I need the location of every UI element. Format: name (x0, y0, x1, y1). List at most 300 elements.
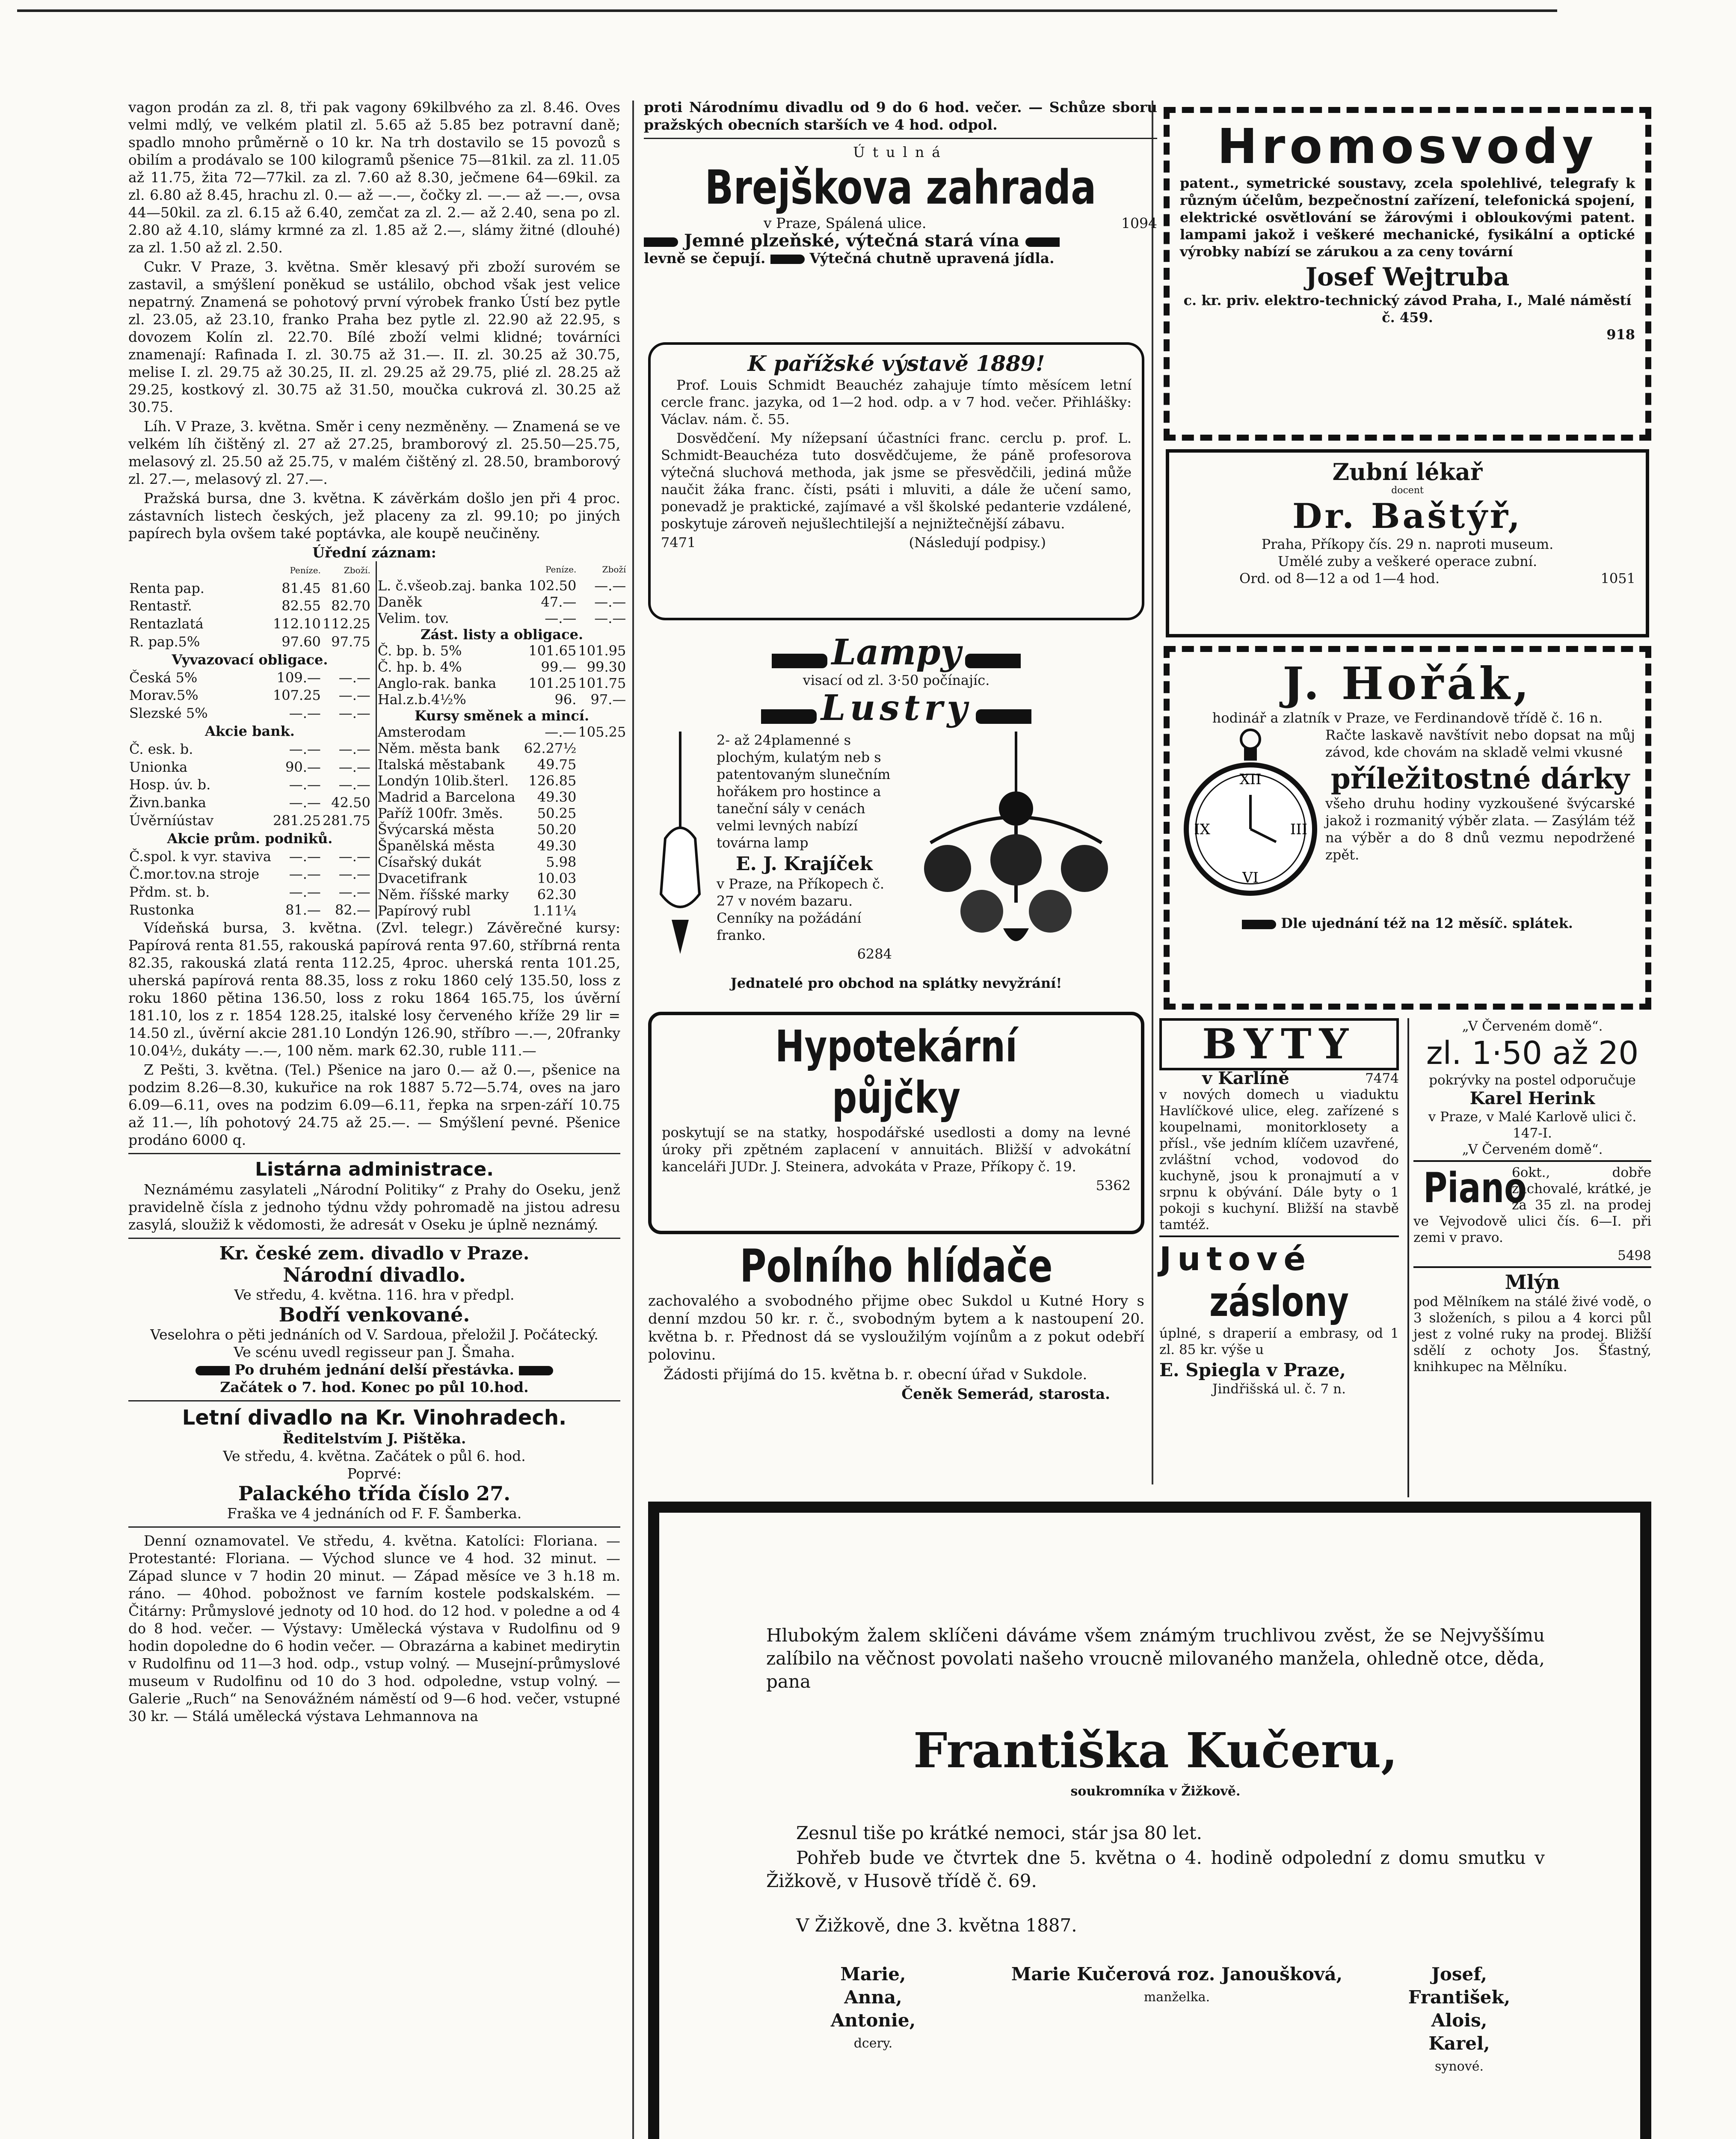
flats-text: v nových domech u viaduktu Havlíčkové ulice, eleg. zařízené s koupelnami, monitorklosety a přísl., vše jedním klíčem uzavřené, zvláštní vchod, vodovod do kuchyně, jsou k pronajmutí a v srpnu k obývání. Dále byty o 1 pokoji s kuchyní. Bližší na stavbě tamtéž. (1159, 1087, 1399, 1232)
quote-row (128, 812, 371, 830)
quote-value: 49.30 (537, 789, 577, 805)
quote-value: —.— (338, 758, 370, 775)
quote-value: 90.— (285, 758, 321, 775)
garden-address: v Praze, Spálená ulice. (764, 215, 927, 231)
garden-line1 (644, 232, 1157, 249)
quote-value: 96. (554, 691, 577, 708)
quote-label: Č. bp. b. 5% (377, 643, 462, 659)
quote-value: 47.— (541, 594, 577, 610)
quote-value: 62.27½ (524, 740, 577, 756)
quote-row (128, 847, 371, 865)
quote-label: Morav.5% (129, 687, 198, 704)
quote-label: Hal.z.b.4½% (377, 691, 466, 708)
flats-number: 7474 (1365, 1071, 1399, 1086)
quote-label: Úvěrníústav (129, 812, 214, 829)
pest-text: Z Pešti, 3. května. (Tel.) Pšenice na jaro 0.— až 0.—, pšenice na podzim 8.26—8.30, kukuřice na rok 1887 5.72—5.74, oves na jaro 6.09—6.11, oves na podzim 6.09—6.11, řepka na srpen-září 10.75 až 11.—, líh pohotový 24.75 až 25.—. — Smýšlení pevné. Pšenice prodáno 6000 q. (128, 1061, 620, 1148)
paris-text: Prof. Louis Schmidt Beauchéz zahajuje tímto měsícem letní cercle franc. jazyka, od 1—2 hod. odp. a v 7 hod. večer. Přihlášky: Václav. nám. č. 55. (661, 377, 1132, 427)
right-small-ads (1407, 1018, 1651, 1497)
quote-label: Amsterodam (377, 724, 466, 740)
watchmaker-installments: Dle ujednání též na 12 měsíč. splátek. (1281, 915, 1573, 931)
quote-row (128, 830, 371, 847)
svg-text:XII: XII (1239, 771, 1262, 788)
quote-value: —.— (338, 848, 370, 865)
quote-label: Č. hp. b. 4% (377, 659, 462, 675)
obituary-intro: Hlubokým žalem sklíčeni dáváme všem známým truchlivou zvěst, že se Nejvyššímu zalíbilo na věčnost povolati našeho vroucně milovaného manžela, ohledně otce, děda, pana (766, 1625, 1545, 1692)
quote-value: —.— (594, 610, 626, 626)
loans-text: poskytují se na statky, hospodářské usedlosti a domy na levné úroky při zpětném zaplacení v annuitách. Bližší v advokátní kanceláři JUDr. J. Steinera, advokáta v Praze, Příkopy č. 19. (662, 1124, 1131, 1175)
quote-value: 112.25 (322, 616, 370, 632)
quote-value: —.— (338, 741, 370, 757)
red-house-q1: „V Červeném domě“. (1462, 1019, 1603, 1034)
quote-row (128, 722, 371, 740)
quote-row (376, 870, 627, 886)
quote-label: Č.mor.tov.na stroje (129, 866, 260, 883)
divider (128, 1238, 620, 1239)
guard-title: Polního hlídače (740, 1240, 1053, 1292)
quote-value: 62.30 (537, 886, 577, 903)
watchmaker-footer (1180, 915, 1635, 932)
obituary-date: V Žižkově, dne 3. května 1887. (796, 1915, 1077, 1936)
quote-value (577, 903, 627, 919)
watchmaker-gifts: příležitostné dárky (1330, 762, 1630, 795)
quote-label: Slezské 5% (129, 705, 208, 722)
quote-row (128, 794, 371, 812)
guard-text: zachovalého a svobodného přijme obec Sukdol u Kutné Hory s denní mzdou 50 kr. r. č., svobodným bytem a k nastoupení 20. května b. r. Přednost dá se vysloužilým vojínům a z pokut odebří polovinu. (648, 1292, 1144, 1363)
lamps-ad (648, 633, 1144, 1005)
daughter-name: Marie, (840, 1964, 906, 1985)
quote-row (376, 610, 627, 626)
quote-label: Hosp. úv. b. (129, 776, 211, 793)
quote-value: 101.75 (578, 675, 626, 691)
paris-footer (661, 534, 1132, 551)
official-record-heading: Úřední záznam: (312, 544, 436, 561)
quote-label: Londýn 10lib.šterl. (377, 773, 509, 789)
quote-label: Císařský dukát (377, 854, 481, 870)
column-market-reports (128, 98, 626, 2139)
quote-value: —.— (338, 669, 370, 686)
daughter-name: Antonie, (830, 2010, 916, 2031)
lightning-title: Hromosvody (1217, 119, 1598, 175)
divider (1413, 1266, 1651, 1268)
dentist-number: 1051 (1600, 570, 1635, 587)
watchmaker-invite: Račte laskavě navštívit nebo dopsat na můj závod, kde chovám na skladě velmi vkusné (1325, 727, 1635, 760)
quote-value (577, 789, 627, 805)
summer-date: Ve středu, 4. května. Začátek o půl 6. hod. (223, 1448, 526, 1464)
dentist-hours: Ord. od 8—12 a od 1—4 hod. (1239, 570, 1440, 587)
lightning-firm: Josef Wejtruba (1305, 262, 1510, 291)
quote-value: 112.10 (273, 616, 321, 632)
chandelier-icon (896, 732, 1136, 971)
dentist-hours-row (1179, 570, 1635, 587)
quote-value: 101.25 (528, 675, 577, 691)
flats-ad (1159, 1018, 1399, 1497)
obituary-funeral: Pohřeb bude ve čtvrtek dne 5. května o 4. hodině odpolední z domu smutku v Žižkově, v Husově třídě č. 69. (766, 1847, 1545, 1891)
paris-testimony: Dosvědčení. My nížepsaní účastníci franc. cerclu p. prof. L. Schmidt-Beauchéza tuto dosvědčujeme, že páně profesorova výtečná sluchová methoda, jak jsme se přesvědčili, jediná může naučit žáka franc. čísti, psáti i mluviti, a dále že učení samo, ponevadž je praktické, zajímavé a všl školské pedanterie vzdálené, poskytuje zároveň nejušlechtilejší a nejnižtečnější zábavu. (661, 430, 1132, 532)
son-name: Alois, (1431, 2010, 1487, 2031)
quote-value: —.— (289, 705, 321, 722)
quote-label: Rentastř. (129, 598, 192, 614)
quotes-tables (128, 561, 626, 919)
quotes-table-right (376, 561, 627, 919)
lustry-row (648, 689, 1144, 727)
quote-value: 97.60 (281, 634, 321, 650)
quote-row (128, 758, 371, 776)
widow-label: manželka. (1144, 1990, 1210, 2005)
garden-title: Brejškova zahrada (705, 160, 1096, 215)
quote-section-heading: Akcie prům. podniků. (167, 830, 333, 847)
field-guard-ad (648, 1241, 1144, 1506)
paris-number: 7471 (661, 534, 696, 551)
blankets-text: pokrývky na postel odporučuje (1429, 1072, 1636, 1088)
piano-ad (1413, 1164, 1651, 1246)
summer-director: Ředitelstvím J. Pištěka. (282, 1430, 466, 1447)
theatre-play: Bodří venkované. (278, 1303, 470, 1326)
piano-text: 6okt., dobře zachovalé, krátké, je za 35 zl. na prodej ve Vejvodově ulici čís. 6—I. při zemi v pravo. (1413, 1165, 1651, 1245)
quote-value: —.— (289, 884, 321, 901)
quote-value: 50.25 (537, 805, 577, 821)
lightning-number: 918 (1606, 326, 1635, 343)
theatre-date: Ve středu, 4. května. 116. hra v předpl. (234, 1286, 515, 1303)
theatre-heading: Kr. české zem. divadlo v Praze. (219, 1243, 530, 1264)
watchmaker-address: hodinář a zlatník v Praze, ve Ferdinandově třídě č. 16 n. (1212, 710, 1603, 726)
quote-row (376, 594, 627, 610)
piano-title: Piano (1423, 1164, 1527, 1212)
summer-desc: Fraška ve 4 jednáních od F. F. Šamberka. (227, 1505, 522, 1522)
quote-label: Rentazlatá (129, 616, 204, 632)
quote-label: Dvacetifrank (377, 870, 467, 886)
lamps-body (648, 732, 1144, 971)
mill-title: Mlýn (1505, 1271, 1560, 1294)
hdr-money: Peníze. (290, 565, 321, 575)
market-text-spirit: Líh. V Praze, 3. května. Směr i ceny nezměněny. — Znamená se ve velkém líh čištěný zl. 27 až 27.25, bramborový zl. 25.50—25.75, melasový zl. 25.50 až 25.75, v malém čištěný zl. 28.50, bramborový zl. 27.—, melasový zl. 27.—. (128, 418, 620, 487)
obituary-sons (1374, 1963, 1545, 2078)
quote-value: 49.30 (537, 838, 577, 854)
svg-text:IX: IX (1194, 821, 1210, 838)
quote-value: 81.60 (331, 580, 370, 596)
widow-name: Marie Kučerová roz. Janoušková, (1011, 1964, 1343, 1985)
quote-row (376, 886, 627, 903)
quote-label: Živn.banka (129, 794, 206, 811)
quote-label: Španělská města (377, 838, 495, 854)
quote-section-heading: Akcie bank. (205, 723, 295, 740)
quote-row (376, 675, 627, 691)
dentist-title: Zubní lékař (1332, 458, 1483, 486)
quote-row (376, 659, 627, 675)
theatre-times: Začátek o 7. hod. Konec po půl 10.hod. (220, 1379, 529, 1395)
quote-value (577, 870, 627, 886)
quote-row (376, 903, 627, 919)
quote-label: Švýcarská města (377, 821, 495, 838)
blankets-price: zl. 1·50 až 20 (1426, 1035, 1639, 1072)
quote-value: 49.75 (537, 756, 577, 773)
quote-value: 105.25 (578, 724, 626, 740)
pointing-hand-icon (1242, 920, 1276, 929)
quote-value: 42.50 (331, 794, 370, 811)
divider (1413, 1160, 1651, 1162)
quote-label: Renta pap. (129, 580, 204, 596)
quote-value: 1.11¼ (533, 903, 577, 919)
pointing-hand-icon (770, 255, 805, 264)
quote-value: —.— (289, 866, 321, 883)
quote-value: —.— (289, 776, 321, 793)
mortgage-loans-ad (648, 1012, 1144, 1234)
quote-row (376, 724, 627, 740)
flats-title: BYTY (1202, 1020, 1356, 1068)
quote-row (376, 691, 627, 708)
quote-value: 82.— (335, 902, 370, 918)
paris-signatures: (Následují podpisy.) (909, 534, 1046, 551)
red-house-q2: „V Červeném domě“. (1462, 1142, 1603, 1157)
quote-value: 126.85 (528, 773, 577, 789)
lamps-text: 2- až 24plamenné s plochým, kulatým neb s patentovaným slunečním hořákem pro hostince a taneční sály v cenách velmi levných nabízí továrna lamp (717, 732, 891, 851)
loans-title: Hypotekární půjčky (775, 1021, 1017, 1123)
quote-value: —.— (289, 794, 321, 811)
quote-label: Madrid a Barcelona (377, 789, 515, 805)
obituary-name: Františka Kučeru, (913, 1723, 1398, 1779)
column-rule (632, 101, 634, 2139)
theatre-director: Ve scénu uvedl regisseur pan J. Šmaha. (234, 1344, 515, 1360)
quote-label: R. pap.5% (129, 634, 200, 650)
flats-location: v Karlíně (1202, 1068, 1289, 1088)
quote-value: 99.30 (587, 659, 626, 675)
quote-row (128, 651, 371, 669)
lamps-number: 6284 (857, 946, 892, 962)
quote-value: 97.75 (331, 634, 370, 650)
jute-sub: záslony (1209, 1278, 1349, 1326)
quote-row (128, 883, 371, 901)
blankets-seller: Karel Herink (1469, 1088, 1595, 1108)
quote-value (577, 773, 627, 789)
quote-row (376, 578, 627, 594)
quote-value: 281.75 (322, 812, 370, 829)
garden-food: Výtečná chutně upravená jídla. (809, 250, 1055, 267)
svg-text:III: III (1290, 821, 1308, 838)
quote-value (577, 821, 627, 838)
watchmaker-body (1180, 726, 1635, 915)
quote-value: 101.65 (528, 643, 577, 659)
lamps-text-block (712, 732, 896, 971)
watchmaker-title: J. Hořák, (1283, 657, 1532, 710)
summer-play: Palackého třída číslo 27. (238, 1482, 511, 1505)
quote-label: Něm. říšské marky (377, 886, 509, 903)
dentist-name: Dr. Baštýř, (1292, 496, 1523, 536)
quote-row (128, 687, 371, 705)
dentist-address: Praha, Příkopy čís. 29 n. naproti museum. (1261, 536, 1554, 552)
quote-value (577, 805, 627, 821)
quote-label: Č. esk. b. (129, 741, 193, 757)
quotes-table-left (128, 561, 371, 919)
quote-row (128, 669, 371, 687)
market-text-grain: vagon prodán za zl. 8, tři pak vagony 69kilbvého za zl. 8.46. Oves velmi mdlý, ve velkém platil zl. 5.65 až 5.85 bez potravní daně; spadlo mnoho průměrně o 10 kr. Na trh dostavilo se 15 povozů s obilím a prodávalo se 100 kilogramů pšenice 75—81kil. za zl. 11.05 až 11.75, žita 72—77kil. za zl. 7.60 až 8.30, ječmene 64—69kil. za zl. 6.80 až 8.45, hrachu zl. 0.— až —.—, čočky zl. —.— až —.—, ovsa 44—50kil. za zl. 6.15 až 6.40, zemčat za zl. 2.— až 2.40, sena po zl. 2.80 až 4.10, slámy krmné za zl. 1.85 až 2.—, slámy žitné (dlouhé) za zl. 1.50 až zl. 2.50. (128, 99, 620, 256)
sons-label: synové. (1435, 2059, 1484, 2074)
garden-number: 1094 (1121, 215, 1157, 231)
quote-value: 50.20 (537, 821, 577, 838)
paris-exhibition-ad (648, 342, 1144, 620)
hdr-goods-2: Zboží (602, 564, 626, 575)
quote-row (376, 838, 627, 854)
quote-row (128, 901, 371, 919)
quote-row (128, 740, 371, 758)
loans-number: 5362 (1096, 1177, 1131, 1194)
market-text-prague-bourse: Pražská bursa, dne 3. května. K závěrkám došlo jen při 4 proc. zástavních listech českých, jež placeny za zl. 99.10; po jiných papírech byla ovšem také poptávka, ale koupě neučiněny. (128, 490, 620, 542)
quote-label: Přdm. st. b. (129, 884, 210, 901)
obituary-daughters (766, 1963, 980, 2078)
son-name: František, (1408, 1987, 1511, 2008)
obituary-body (766, 1624, 1545, 2078)
quote-value: —.— (338, 687, 370, 704)
pointing-hand-icon (644, 237, 678, 247)
lamps-footer: Jednatelé pro obchod na splátky nevyžrání! (730, 975, 1062, 991)
flats-title-box (1159, 1018, 1399, 1070)
quote-label: Unionka (129, 758, 188, 775)
lamps-firm: E. J. Krajíček (735, 853, 873, 875)
quote-value: 81.45 (281, 580, 321, 596)
quote-row (128, 633, 371, 651)
quote-label: Daněk (377, 594, 422, 610)
vienna-bourse-text: Vídeňská bursa, 3. května. (Zvl. telegr.) Závěrečné kursy: Papírová renta 81.55, rakouská papírová renta 97.60, stříbrná renta 82.35, rakouská zlatá renta 112.25, 4proc. uherská renta 101.25, uherská papírová renta 88.35, loss z roku 1860 celý 135.50, loss z roku 1860 pětina 136.50, loss z roku 1864 165.75, los úvěrní 181.10, los z r. 1854 128.25, italské losy červeného kříže 29 lir = 14.50 zl., úvěrní akcie 281.10 Londýn 126.90, stříbro —.—, 20franky 10.04½, dukáty —.—, 100 něm. mark 62.30, ruble 111.— (128, 919, 620, 1059)
quote-row (376, 773, 627, 789)
divider (128, 1526, 620, 1528)
quote-value: —.— (594, 594, 626, 610)
pointing-hand-icon (1025, 237, 1060, 247)
quote-value: 81.— (285, 902, 321, 918)
quote-row (376, 626, 627, 643)
quote-value: 102.50 (528, 578, 577, 594)
quote-label: Velim. tov. (377, 610, 449, 626)
quote-row (128, 579, 371, 597)
guard-signature: Čeněk Semerád, starosta. (901, 1386, 1110, 1403)
quote-value (577, 740, 627, 756)
quote-value: —.— (338, 705, 370, 722)
watchmaker-text: všeho druhu hodiny vyzkoušené švýcarské jakož i rozmanitý výběr zlata. — Zasýlám též na výběr a do 8 dnů vezmu nepodržené zpět. (1325, 795, 1635, 863)
hanging-lamp-icon (648, 732, 712, 963)
quote-value: 10.03 (537, 870, 577, 886)
lamps-addr: v Praze, na Příkopech č. 27 v novém bazaru. Cenníky na požádání franko. (717, 876, 885, 943)
top-notice: proti Národnímu divadlu od 9 do 6 hod. večer. — Schůze sboru pražských obecních starších ve 4 hod. odpol. (644, 99, 1157, 133)
quote-value: 101.95 (578, 643, 626, 659)
quote-row (376, 756, 627, 773)
quote-value: 5.98 (546, 854, 577, 870)
quote-row (376, 854, 627, 870)
quote-value: 82.55 (281, 598, 321, 614)
listarna-text: Neznámému zasylateli „Národní Politiky“ z Prahy do Oseku, jenž pravidelně čísla z jednoho týdnu vždy pohromadě na jistou adresu zasylá, sloužiž k vědomosti, že adresát v Oseku je úplně neznámý. (128, 1181, 620, 1233)
garden-address-row (644, 214, 1157, 232)
jute-address: Jindřišská ul. č. 7 n. (1212, 1381, 1346, 1397)
quote-value: 281.25 (273, 812, 321, 829)
quote-row (128, 597, 371, 615)
quote-value: 107.25 (273, 687, 321, 704)
quote-value: —.— (338, 884, 370, 901)
lustry-title: Lustry (821, 687, 972, 729)
quote-value (577, 886, 627, 903)
quote-value: —.— (338, 776, 370, 793)
theatre-intermission (128, 1361, 620, 1378)
obituary-signatories (766, 1963, 1545, 2078)
mill-text: pod Mělníkem na stálé živé vodě, o 3 složeních, s pilou a 4 korci půl jest z volné ruky na prodej. Bližší sdělí z ochoty Jos. Šťastný, knihkupec na Mělníku. (1413, 1294, 1651, 1375)
garden-tap: levně se čepují. (644, 250, 766, 267)
quote-row (376, 805, 627, 821)
quote-value: 82.70 (331, 598, 370, 614)
quote-label: Anglo-rak. banka (377, 675, 497, 691)
quote-row (128, 776, 371, 794)
pointing-hand-icon (196, 1366, 230, 1375)
blankets-address: v Praze, v Malé Karlově ulici č. 147-I. (1428, 1109, 1637, 1141)
quote-value: —.— (545, 724, 577, 740)
quote-label: Italská městabank (377, 756, 505, 773)
quote-value: 97.— (590, 691, 626, 708)
quote-row (128, 704, 371, 722)
top-rule (17, 9, 1557, 12)
garden-line2 (644, 249, 1157, 267)
lamps-title-row (648, 633, 1144, 672)
quote-row (128, 865, 371, 883)
lamps-title: Lampy (831, 632, 961, 673)
lightning-text: patent., symetrické soustavy, zcela spolehlivé, telegrafy k různým účelům, bezpečnostní zařízení, telefonická spojení, elektrické osvětlování se žárovými i obloukovými patent. lampami jakož i veškeré mechanické, fysikální a optické výrobky nabízí se zárukou a za ceny tovární (1180, 175, 1635, 260)
lightning-rods-ad (1164, 107, 1651, 441)
hdr-goods: Zboží. (344, 565, 370, 575)
lamps-sub: visací od zl. 3·50 počínajíc. (803, 672, 990, 688)
quote-value (577, 854, 627, 870)
svg-text:VI: VI (1242, 869, 1259, 886)
summer-premiere: Poprvé: (347, 1465, 402, 1482)
son-name: Karel, (1428, 2033, 1490, 2054)
quote-label: Česká 5% (129, 669, 198, 686)
divider (128, 1153, 620, 1154)
quote-label: Rustonka (129, 902, 195, 918)
piano-number: 5498 (1618, 1248, 1651, 1263)
divider (1159, 1235, 1399, 1237)
quote-row (376, 740, 627, 756)
obituary-notice (648, 1502, 1651, 2139)
paris-title: K pařížské výstavě 1889! (747, 351, 1045, 376)
watchmaker-text-block (1321, 726, 1635, 915)
quote-row (376, 821, 627, 838)
quote-value: 99.— (541, 659, 577, 675)
quote-label: L. č.všeob.zaj. banka (377, 578, 522, 594)
jute-title: Jutové (1159, 1240, 1312, 1278)
lightning-address: c. kr. priv. elektro-technický závod Praha, I., Malé náměstí č. 459. (1183, 292, 1632, 326)
obituary-widow (1006, 1963, 1348, 2078)
dentist-ad (1166, 449, 1649, 637)
theatre-desc: Veselohra o pěti jednáních od V. Sardoua, přeložil J. Počátecký. (150, 1326, 598, 1343)
pointing-hand-icon (519, 1366, 553, 1375)
quote-label: Č.spol. k vyr. stavivа (129, 848, 271, 865)
quote-value: —.— (545, 610, 577, 626)
jute-text: úplné, s draperií a embrasy, od 1 zl. 85 kr. výše u (1159, 1326, 1399, 1357)
pointing-hand-icon (965, 654, 1021, 668)
intermission-text: Po druhém jednání delší přestávka. (234, 1361, 514, 1378)
quote-label: Paříž 100fr. 3měs. (377, 805, 503, 821)
national-theatre: Národní divadlo. (283, 1263, 466, 1286)
quote-row (128, 615, 371, 633)
pointing-hand-icon (761, 709, 817, 724)
divider (644, 138, 1157, 139)
son-name: Josef, (1431, 1964, 1487, 1985)
summer-theatre-heading: Letní divadlo na Kr. Vinohradech. (182, 1406, 567, 1430)
obituary-death: Zesnul tiše po krátké nemoci, stár jsa 80 let. (796, 1822, 1203, 1843)
quote-value: —.— (338, 866, 370, 883)
listarna-heading: Listárna administrace. (255, 1158, 494, 1180)
market-text-sugar: Cukr. V Praze, 3. května. Směr klesavý při zboží surovém se zastavil, a smýšlení poněkud se ustálilo, obchod však jest velice nepatrný. Znamená se pohotový první výrobek franko Ústí bez pytle zl. 23.05, až 23.10, franko Praha bez pytle zl. 22.90 až 22.95, s dovozem Kolín zl. 22.70. Bílé zboží velmi klidné; továrníci znamenají: Rafinada I. zl. 30.75 až 31.—. II. zl. 30.25 až 30.75, melise I. zl. 29.75 až 30.25, II. zl. 29.25 až 29.75, plié zl. 28.25 až 29.25, kostkový zl. 30.75 až 31.50, moučka cukrová zl. 30.25 až 30.75. (128, 258, 620, 415)
pointing-hand-icon (772, 654, 827, 668)
dentist-docent: docent (1391, 485, 1424, 496)
jute-firm: E. Spiegla v Praze, (1159, 1360, 1346, 1381)
dentist-services: Umělé zuby a veškeré operace zubní. (1277, 553, 1538, 569)
pointing-hand-icon (976, 709, 1031, 724)
quote-row (376, 708, 627, 724)
daily-announcer: Denní oznamovatel. Ve středu, 4. května. Katolíci: Floriana. — Protestanté: Floriana. — Východ slunce ve 4 hod. 32 minut. — Západ slunce v 7 hodin 20 minut. — Západ měsíce ve 3 h.18 m. ráno. — 40hod. pobožnost ve farním kostele podskalském. — Čitárny: Průmyslové jednoty od 10 hod. do 12 hod. v poledne a od 4 do 8 hod. večer. — Výstavy: Umělecká výstava v Rudolfinu od 9 hodin dopoledne do 6 hodin večer. — Obrazárna a kabinet medirytin v Rudolfinu od 11—3 hod. odp., vstup volný. — Musejní-průmyslové museum v Rudolfinu od 10 do 3 hod. odpoledne, vstup volný. — Galerie „Ruch“ na Senovážném náměstí od 9—6 hod. večer, vstupné 30 kr. — Stálá umělecká výstava Lehmannova na (128, 1532, 620, 1724)
quote-section-heading: Zást. listy a obligace. (421, 626, 584, 643)
